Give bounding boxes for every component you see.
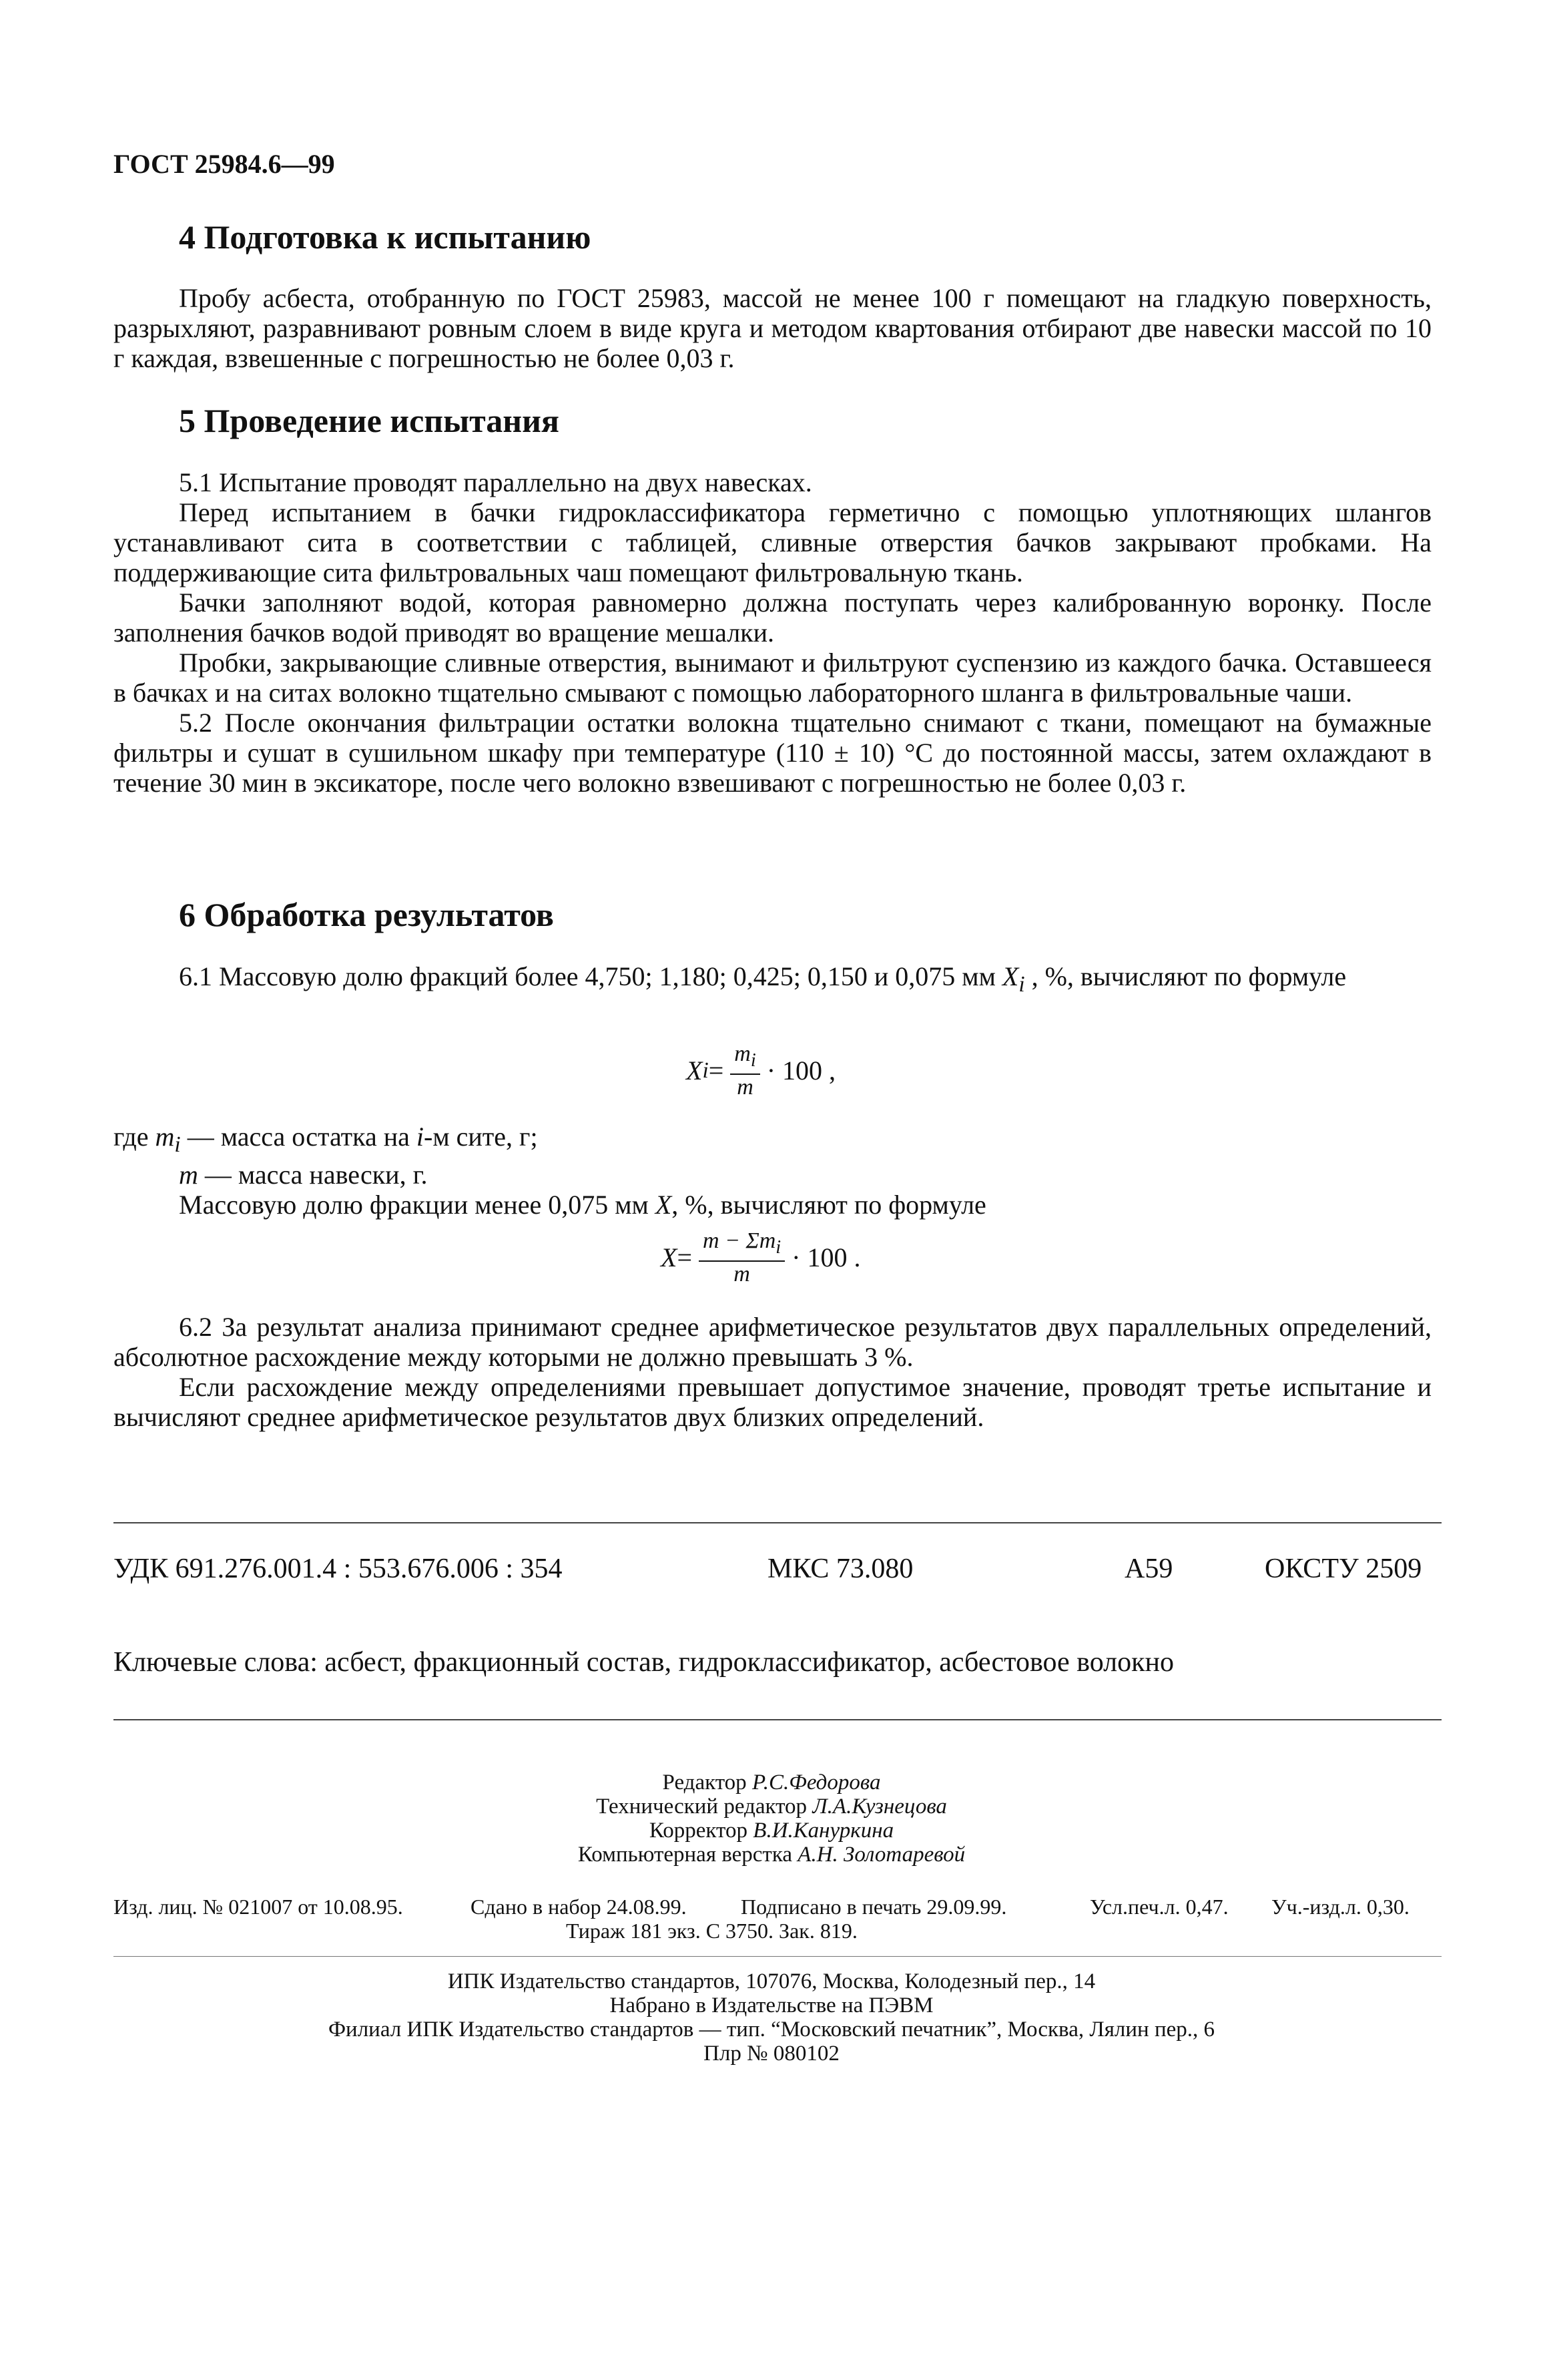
divider-middle — [113, 1719, 1442, 1720]
keywords: Ключевые слова: асбест, фракционный состав, гидроклассификатор, асбестовое волокно — [113, 1647, 1174, 1678]
okstu-code: ОКСТУ 2509 — [1265, 1554, 1422, 1584]
section-6-where — [113, 1122, 1432, 1220]
credit-corrector: Корректор В.И.Кануркина — [649, 1819, 894, 1843]
mks-code: МКС 73.080 — [767, 1554, 914, 1584]
section-4-paragraph: Пробу асбеста, отобранную по ГОСТ 25983, массой не менее 100 г помещают на гладкую поверхность, разрыхляют, разравнивают ровным слоем в виде круга и методом квартования отбирают две навески массой по 10 г каждая, взвешенные с погрешностью не более 0,03 г. — [113, 283, 1432, 373]
credit-tech-editor: Технический редактор Л.А.Кузнецова — [596, 1795, 947, 1819]
section-5-paragraph-1: 5.1 Испытание проводят параллельно на двух навесках. — [179, 467, 812, 497]
publisher-footer — [0, 1969, 1543, 2066]
divider-top — [113, 1522, 1442, 1523]
formula1-lhs: X — [686, 1055, 703, 1086]
p1-sub: i — [1018, 972, 1025, 997]
section-5-paragraph-3: Бачки заполняют водой, которая равномерно должна поступать через калиброванную воронку. После заполнения бачков водой приводят во вращение мешалки. — [113, 587, 1432, 648]
section-6-paragraph-2: Массовую долю фракции менее 0,075 мм X, %, вычисляют по формуле — [179, 1190, 986, 1220]
p1-var: X — [1002, 961, 1019, 991]
formula2-tail: · 100 . — [792, 1242, 861, 1273]
footer-line-2: Набрано в Издательстве на ПЭВМ — [609, 1993, 934, 2017]
divider-bottom — [113, 1956, 1442, 1957]
formula1-tail: · 100 , — [766, 1055, 836, 1086]
formula2-equals: = — [677, 1242, 692, 1273]
section-4-title: 4 Подготовка к испытанию — [179, 218, 591, 256]
section-6-paragraph-3: 6.2 За результат анализа принимают среднее арифметическое результатов двух параллельных определений, абсолютное расхождение между которыми не должно превышать 3 %. — [113, 1312, 1432, 1372]
formula1-fraction — [730, 1041, 759, 1100]
imprint-sent: Сдано в набор 24.08.99. — [471, 1895, 687, 1919]
section-5-paragraph-2: Перед испытанием в бачки гидроклассификатора герметично с помощью уплотняющих шлангов устанавливают сита в соответствии с таблицей, сливные отверстия бачков закрывают пробками. На поддерживающие сита фильтровальных чаш помещают фильтровальную ткань. — [113, 497, 1432, 587]
formula-fraction-share — [686, 1041, 836, 1100]
formula2-denominator: m — [733, 1261, 750, 1286]
formula2-numerator: $m - \Sigma m_i$ — [699, 1228, 785, 1262]
section-5-title: 5 Проведение испытания — [179, 402, 559, 439]
formula2-lhs: X — [661, 1242, 677, 1273]
section-6-paragraph-4: Если расхождение между определениями превышает допустимое значение, проводят третье испытание и вычисляют среднее арифметическое результатов двух близких определений. — [113, 1372, 1432, 1432]
formula2-fraction — [699, 1228, 785, 1287]
footer-line-3: Филиал ИПК Издательство стандартов — тип. “Московский печатник”, Москва, Лялин пер., 6 — [328, 2017, 1215, 2042]
section-6-conclusion — [113, 1312, 1432, 1432]
where-line-1: где $m_i$ — масса остатка на i-м сите, г; — [113, 1122, 538, 1157]
section-5-body — [113, 467, 1432, 798]
formula1-denominator: m — [737, 1074, 753, 1100]
document-number: ГОСТ 25984.6—99 — [113, 149, 335, 179]
section-6-intro — [113, 961, 1432, 999]
p1-text-a: 6.1 Массовую долю фракций более 4,750; 1,180; 0,425; 0,150 и 0,075 мм — [179, 961, 1002, 991]
imprint-run: Тираж 181 экз. С 3750. Зак. 819. — [566, 1919, 858, 1943]
imprint-pub-sheets: Уч.-изд.л. 0,30. — [1271, 1895, 1410, 1919]
group-code: А59 — [1125, 1554, 1173, 1584]
section-5-paragraph-5: 5.2 После окончания фильтрации остатки волокна тщательно снимают с ткани, помещают на бумажные фильтры и сушат в сушильном шкафу при температуре (110 ± 10) °С до постоянной массы, затем охлаждают в течение 30 мин в эксикаторе, после чего волокно взвешивают с погрешностью не более 0,03 г. — [113, 708, 1432, 798]
formula-fine-fraction — [661, 1228, 860, 1287]
udk-code: УДК 691.276.001.4 : 553.676.006 : 354 — [113, 1554, 563, 1584]
section-6-title: 6 Обработка результатов — [179, 896, 554, 933]
formula1-numerator: $m_i$ — [730, 1041, 759, 1075]
formula1-lhs-sub: i — [702, 1057, 709, 1083]
section-4-body — [113, 283, 1432, 373]
imprint-license: Изд. лиц. № 021007 от 10.08.95. — [113, 1895, 403, 1919]
p1-text-b: , %, вычисляют по формуле — [1024, 961, 1347, 991]
credits-block — [0, 1770, 1543, 1867]
credit-editor: Редактор Р.С.Федорова — [662, 1770, 881, 1795]
section-5-paragraph-4: Пробки, закрывающие сливные отверстия, вынимают и фильтруют суспензию из каждого бачка. Оставшееся в бачках и на ситах волокно тщательно смывают с помощью лабораторного шланга в фильтровальные чаши. — [113, 648, 1432, 708]
formula1-equals: = — [708, 1055, 724, 1086]
section-6-paragraph-1 — [113, 961, 1432, 999]
footer-line-4: Плр № 080102 — [703, 2042, 840, 2066]
where-line-2: m — масса навески, г. — [179, 1160, 428, 1190]
footer-line-1: ИПК Издательство стандартов, 107076, Москва, Колодезный пер., 14 — [447, 1969, 1096, 1993]
credit-layout: Компьютерная верстка А.Н. Золотаревой — [577, 1843, 966, 1867]
imprint-signed: Подписано в печать 29.09.99. — [741, 1895, 1007, 1919]
imprint-print-sheets: Усл.печ.л. 0,47. — [1090, 1895, 1229, 1919]
